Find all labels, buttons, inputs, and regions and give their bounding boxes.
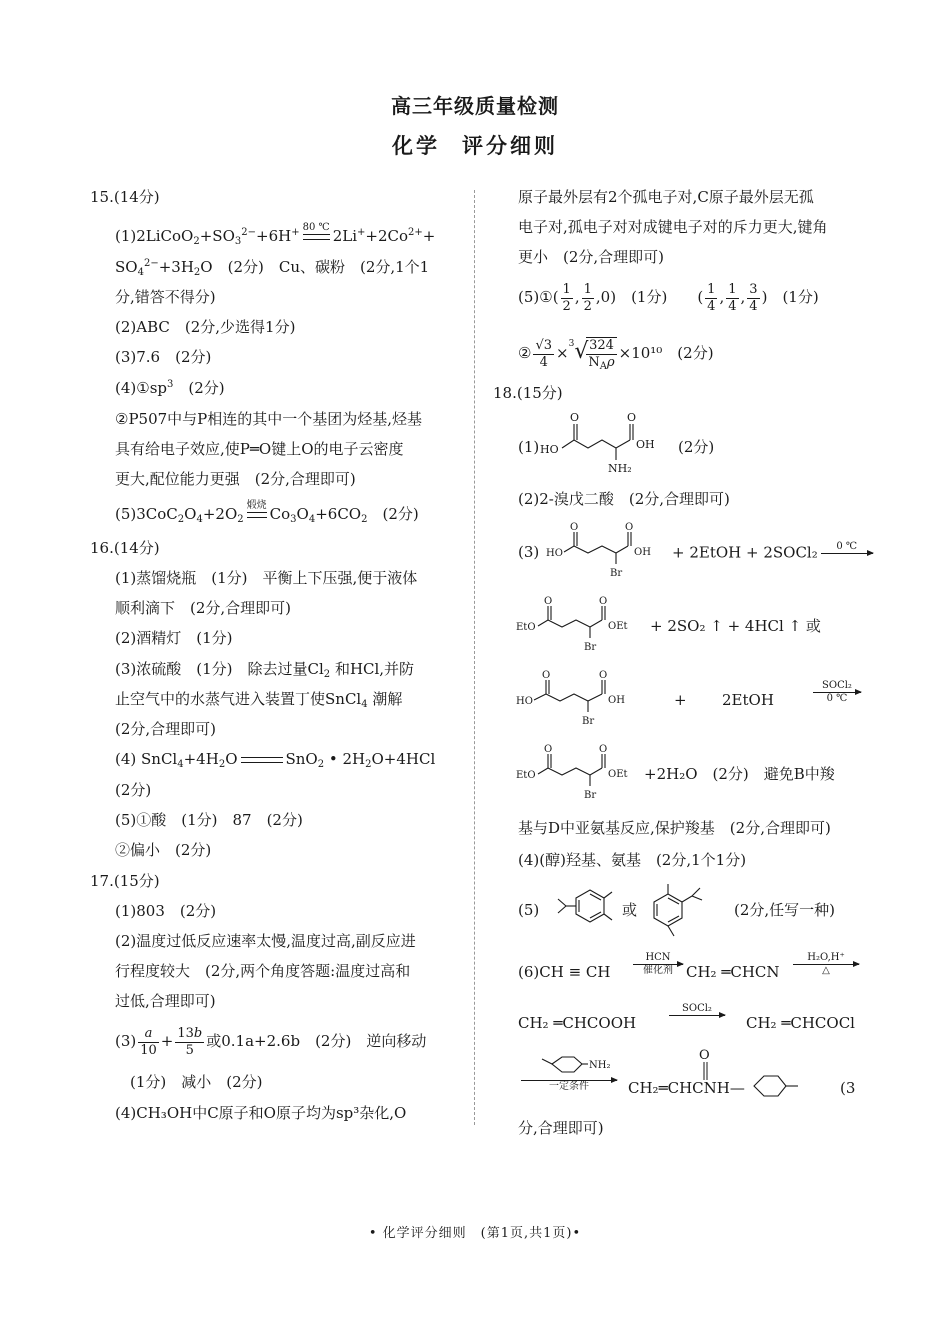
- q17-line-5: (3) $\frac{a}{10}$ + $\frac{13b}{5}$ 或0.1a+2.6b (2分) 逆向移动: [115, 1025, 427, 1058]
- q15-part4-explain-2: 具有给电子效应,使P═O键上O的电子云密度: [115, 440, 404, 458]
- bromoglutaric-acid-structure-1: [546, 522, 676, 584]
- q15-part4-explain-1: ②P507中与P相连的其中一个基团为烃基,烃基: [115, 410, 423, 428]
- q18-part5-label: (5): [518, 901, 540, 919]
- q18-part6-acetylene: (6)CH ≡ CH: [518, 963, 611, 981]
- q16-line-2: 顺利滴下 (2分,合理即可): [115, 599, 292, 617]
- svg-text:O: O: [544, 596, 553, 607]
- q16-line-6: (2分,合理即可): [115, 720, 217, 738]
- q18-part6-arrow-4: 一定条件: [518, 1074, 620, 1096]
- q17-right-3: 更小 (2分,合理即可): [518, 248, 665, 266]
- q17-line-4: 过低,合理即可): [115, 992, 216, 1010]
- q17-right-2: 电子对,孤电子对对成键电子对的斥力更大,键角: [518, 218, 828, 236]
- svg-text:O: O: [542, 670, 551, 681]
- svg-text:OH: OH: [634, 547, 651, 558]
- q15-part4: $(4)①sp^3$ (2分): [115, 379, 225, 397]
- q16-line-8: (5)①酸 (1分) 87 (2分): [115, 811, 303, 829]
- diethyl-ester-structure-1: [516, 596, 656, 658]
- q16-line-3: (2)酒精灯 (1分): [115, 629, 233, 647]
- q18-part1-score: (2分): [678, 438, 715, 456]
- svg-text:OEt: OEt: [608, 769, 628, 780]
- bromoglutaric-acid-structure-2: [516, 670, 646, 732]
- q15-part4-explain-3: 更大,配位能力更强 (2分,合理即可): [115, 470, 356, 488]
- q15-part3: (3)7.6 (2分): [115, 348, 212, 366]
- q16-line-9: ②偏小 (2分): [115, 841, 212, 859]
- svg-text:OH: OH: [636, 438, 655, 451]
- q17-right-coords: (5)①( $\frac{1}{2}$ , $\frac{1}{2}$ ,0) (1分) ( $\frac{1}{4}$ , $\frac{1}{4}$ , $\frac{3}{4}$ ) (1分): [518, 281, 819, 314]
- q17-line-2: (2)温度过低反应速率太慢,温度过高,副反应进: [115, 932, 416, 950]
- q16-heading: 16.(14分): [90, 539, 160, 557]
- q17-line-6: (1分) 减小 (2分): [130, 1073, 263, 1091]
- column-divider: [474, 190, 475, 1125]
- q18-part3-reagents: + 2EtOH + 2SOCl₂ 0 ℃: [672, 541, 876, 566]
- q18-part6-arrow-2: H₂O,H⁺ △: [790, 952, 862, 977]
- q15-part1-equation: $(1)2LiCoO_2+SO_3^{2-}+6H^+$ 80 ℃ $2Li^++2Co^{2+}+$: [115, 222, 436, 247]
- q17-line-7: (4)CH₃OH中C原子和O原子均为sp³杂化,O: [115, 1104, 407, 1122]
- q18-part3-ethanol: 2EtOH: [722, 691, 774, 709]
- q17-right-1: 原子最外层有2个孤电子对,C原子最外层无孤: [518, 188, 814, 206]
- svg-text:NH₂: NH₂: [608, 462, 632, 475]
- svg-text:O: O: [599, 744, 608, 755]
- svg-text:O: O: [599, 596, 608, 607]
- q16-line-5: 止空气中的水蒸气进入装置丁使SnCl$_4$ 潮解: [115, 690, 403, 710]
- q18-part5-score: (2分,任写一种): [734, 901, 836, 919]
- svg-text:Br: Br: [610, 568, 623, 579]
- q18-part3-plus: +: [674, 691, 687, 709]
- q18-part3-label: (3): [518, 543, 540, 561]
- q18-part5-or: 或: [622, 901, 638, 919]
- isomer-structure-b: [642, 880, 718, 942]
- svg-text:OEt: OEt: [608, 621, 628, 632]
- q18-part6-acrylonitrile: CH₂ ═CHCN: [686, 963, 780, 981]
- q15-part5-equation: $(5)3CoC_2O_4+2O_2$ 煅烧 $Co_3O_4+6CO_2$ (2分): [115, 500, 419, 525]
- q18-part6-arrow-3: SOCl₂: [666, 1003, 728, 1028]
- q17-right-density: ② $\frac{√3}{4}$ ×$^3$√ $\frac{324}{N_A\rho}$ ×10¹⁰ (2分): [518, 337, 714, 372]
- page-footer: • 化学评分细则 (第1页,共1页)•: [368, 1226, 582, 1241]
- q15-heading: 15.(14分): [90, 188, 160, 206]
- q18-part3-water-note: +2H₂O (2分) 避免B中羧: [644, 765, 835, 783]
- svg-text:O: O: [625, 522, 634, 533]
- svg-text:NH₂: NH₂: [589, 1060, 611, 1071]
- q15-part2: (2)ABC (2分,少选得1分): [115, 318, 296, 336]
- diethyl-ester-structure-2: [516, 744, 656, 806]
- q18-part6-product: CH₂═CHCNH—: [628, 1079, 745, 1097]
- q18-part4: (4)(醇)羟基、氨基 (2分,1个1分): [518, 851, 747, 869]
- q18-part1-label: (1): [518, 438, 540, 456]
- q17-line-3: 行程度较大 (2分,两个角度答题:温度过高和: [115, 962, 411, 980]
- svg-text:OH: OH: [608, 695, 625, 706]
- isomer-structure-a: [544, 880, 620, 942]
- q16-line-1: (1)蒸馏烧瓶 (1分) 平衡上下压强,便于液体: [115, 569, 418, 587]
- q18-part6-acryloyl-chloride: CH₂ ═CHCOCl: [746, 1014, 855, 1032]
- q18-part2: (2)2-溴戊二酸 (2分,合理即可): [518, 490, 730, 508]
- q16-line-7-score: (2分): [115, 781, 152, 799]
- svg-text:HO: HO: [540, 443, 559, 456]
- q17-line-1: (1)803 (2分): [115, 902, 217, 920]
- q18-heading: 18.(15分): [493, 384, 563, 402]
- svg-text:Br: Br: [584, 790, 597, 801]
- q18-part6-arrow-1: HCN 催化剂: [630, 952, 686, 977]
- svg-text:O: O: [599, 670, 608, 681]
- q18-part3-products: + 2SO₂ ↑ + 4HCl ↑ 或: [650, 617, 821, 635]
- q15-part1-cont: $SO_4^{2-}+3H_2O$ (2分) Cu、碳粉 (2分,1个1: [115, 258, 430, 278]
- svg-text:HO: HO: [516, 696, 533, 707]
- glutamic-acid-structure: [540, 410, 700, 480]
- page-subtitle: 化学 评分细则: [392, 133, 558, 158]
- svg-text:HO: HO: [546, 548, 563, 559]
- q16-line-4: (3)浓硫酸 (1分) 除去过量$Cl_2$ 和HCl,并防: [115, 660, 415, 680]
- svg-text:O: O: [544, 744, 553, 755]
- q18-part3-reason: 基与D中亚氨基反应,保护羧基 (2分,合理即可): [518, 819, 831, 837]
- q18-part6-score: (3: [840, 1079, 856, 1097]
- svg-text:O: O: [699, 1048, 710, 1063]
- svg-text:O: O: [570, 411, 580, 424]
- svg-text:EtO: EtO: [516, 622, 536, 633]
- svg-text:Br: Br: [582, 716, 595, 727]
- product-tolyl-ring: [748, 1070, 808, 1104]
- svg-text:Br: Br: [584, 642, 597, 653]
- q15-part1-note: 分,错答不得分): [115, 288, 216, 306]
- q18-part3-arrow-2: SOCl₂ 0 ℃: [810, 680, 864, 705]
- q16-line-7-equation: (4) $SnCl_4+4H_2O$ SnO$_2$ • $2H_2O+4HCl$: [115, 750, 436, 770]
- q18-part6-acrylic-acid: CH₂ ═CHCOOH: [518, 1014, 637, 1032]
- svg-text:O: O: [627, 411, 637, 424]
- page-title: 高三年级质量检测: [391, 94, 559, 118]
- q17-heading: 17.(15分): [90, 872, 160, 890]
- q18-part6-score-cont: 分,合理即可): [518, 1119, 604, 1137]
- svg-text:EtO: EtO: [516, 770, 536, 781]
- svg-text:O: O: [570, 522, 579, 533]
